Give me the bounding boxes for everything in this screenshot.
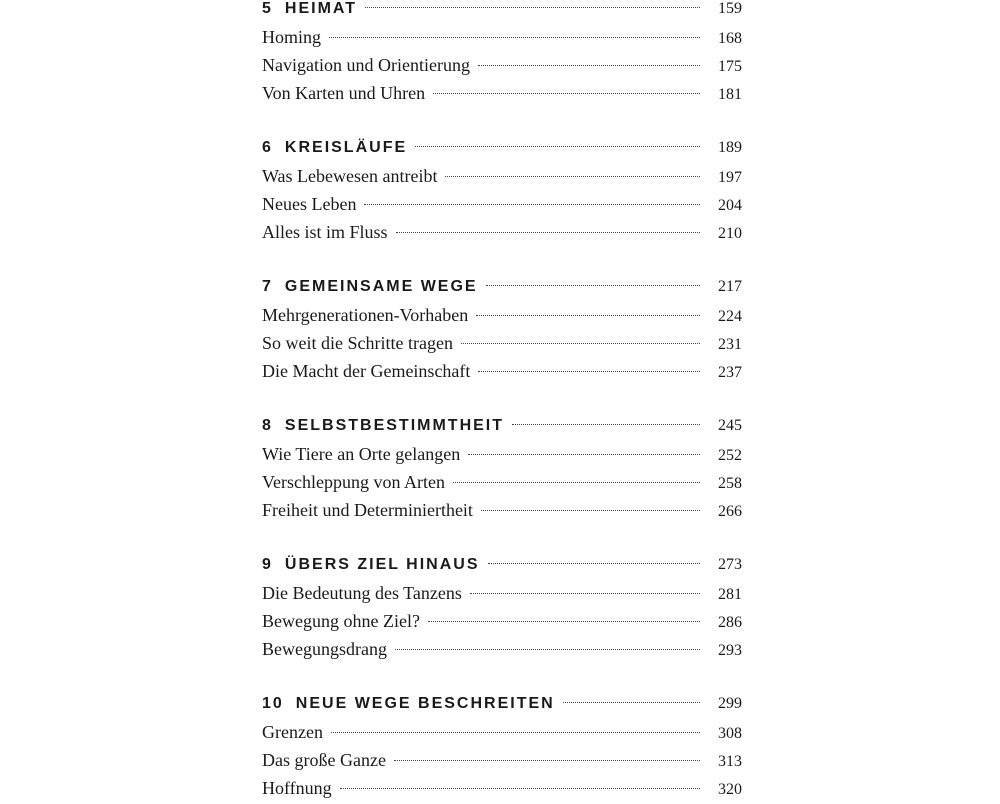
section-title: So weit die Schritte tragen	[262, 333, 453, 353]
page-number: 266	[718, 503, 742, 520]
dot-leader	[428, 621, 700, 622]
page-number: 273	[718, 556, 742, 573]
dot-leader	[468, 454, 700, 455]
page-number: 204	[718, 197, 742, 214]
section-title: Die Bedeutung des Tanzens	[262, 583, 462, 603]
chapter-title: GEMEINSAME WEGE	[284, 278, 478, 295]
dot-leader	[512, 424, 700, 425]
section-title: Wie Tiere an Orte gelangen	[262, 444, 461, 464]
section-title: Verschleppung von Arten	[262, 472, 445, 492]
section-entry	[262, 190, 742, 218]
dot-leader	[394, 760, 700, 761]
dot-leader	[395, 649, 700, 650]
dot-leader	[461, 343, 700, 344]
section-entry	[262, 579, 742, 607]
dot-leader	[364, 204, 700, 205]
table-of-contents	[262, 0, 742, 802]
section-entry	[262, 718, 742, 746]
section-title: Neues Leben	[262, 194, 357, 214]
chapter-title: ÜBERS ZIEL HINAUS	[284, 556, 480, 573]
page-number: 245	[718, 417, 742, 434]
dot-leader	[329, 37, 700, 38]
section-entry	[262, 440, 742, 468]
section-entry	[262, 329, 742, 357]
dot-leader	[563, 702, 700, 703]
page-number: 308	[718, 725, 742, 742]
section-entry	[262, 468, 742, 496]
page-number: 210	[718, 225, 742, 242]
chapter-heading	[262, 273, 742, 301]
chapter-title: SELBSTBESTIMMTHEIT	[284, 417, 505, 434]
section-title: Alles ist im Fluss	[262, 222, 388, 242]
section-entry	[262, 635, 742, 663]
dot-leader	[453, 482, 700, 483]
section-entry	[262, 79, 742, 107]
chapter-gap	[262, 385, 742, 412]
page-number: 197	[718, 169, 742, 186]
page-number: 320	[718, 781, 742, 798]
chapter-9	[262, 551, 742, 663]
page-number: 286	[718, 614, 742, 631]
page-number: 281	[718, 586, 742, 603]
page-number: 217	[718, 278, 742, 295]
section-entry	[262, 357, 742, 385]
chapter-title: HEIMAT	[284, 0, 358, 17]
chapter-6	[262, 134, 742, 246]
section-entry	[262, 23, 742, 51]
page-number: 252	[718, 447, 742, 464]
section-title: Das große Ganze	[262, 750, 386, 770]
section-title: Hoffnung	[262, 778, 332, 798]
dot-leader	[476, 315, 700, 316]
section-entry	[262, 496, 742, 524]
dot-leader	[445, 176, 700, 177]
chapter-title: KREISLÄUFE	[284, 139, 408, 156]
chapter-heading	[262, 0, 742, 23]
chapter-gap	[262, 107, 742, 134]
page-number: 231	[718, 336, 742, 353]
chapter-number: 10	[262, 695, 284, 712]
section-entry	[262, 774, 742, 802]
chapter-heading	[262, 551, 742, 579]
dot-leader	[481, 510, 700, 511]
section-entry	[262, 162, 742, 190]
section-entry	[262, 301, 742, 329]
chapter-number: 6	[262, 139, 273, 156]
chapter-gap	[262, 663, 742, 690]
section-title: Von Karten und Uhren	[262, 83, 426, 103]
section-entry	[262, 51, 742, 79]
page-number: 189	[718, 139, 742, 156]
chapter-5	[262, 0, 742, 107]
dot-leader	[415, 146, 700, 147]
section-title: Bewegung ohne Ziel?	[262, 611, 420, 631]
dot-leader	[478, 371, 700, 372]
page-number: 237	[718, 364, 742, 381]
section-title: Navigation und Orientierung	[262, 55, 470, 75]
section-title: Mehrgenerationen-Vorhaben	[262, 305, 469, 325]
chapter-10	[262, 690, 742, 802]
dot-leader	[478, 65, 700, 66]
page-number: 224	[718, 308, 742, 325]
dot-leader	[433, 93, 700, 94]
page-number: 168	[718, 30, 742, 47]
section-title: Grenzen	[262, 722, 323, 742]
page-number: 299	[718, 695, 742, 712]
page-number: 159	[718, 0, 742, 17]
chapter-number: 7	[262, 278, 273, 295]
section-entry	[262, 218, 742, 246]
section-title: Bewegungsdrang	[262, 639, 387, 659]
dot-leader	[331, 732, 700, 733]
section-entry	[262, 746, 742, 774]
section-title: Freiheit und Determiniertheit	[262, 500, 473, 520]
chapter-title: NEUE WEGE BESCHREITEN	[295, 695, 555, 712]
chapter-number: 5	[262, 0, 273, 17]
dot-leader	[488, 563, 700, 564]
dot-leader	[396, 232, 700, 233]
dot-leader	[486, 285, 700, 286]
section-title: Die Macht der Gemeinschaft	[262, 361, 471, 381]
dot-leader	[470, 593, 700, 594]
chapter-gap	[262, 246, 742, 273]
page-number: 175	[718, 58, 742, 75]
page-number: 293	[718, 642, 742, 659]
section-title: Homing	[262, 27, 322, 47]
chapter-number: 8	[262, 417, 273, 434]
chapter-heading	[262, 412, 742, 440]
page-number: 313	[718, 753, 742, 770]
section-title: Was Lebewesen antreibt	[262, 166, 438, 186]
page-number: 258	[718, 475, 742, 492]
dot-leader	[340, 788, 700, 789]
chapter-heading	[262, 690, 742, 718]
chapter-number: 9	[262, 556, 273, 573]
dot-leader	[365, 7, 700, 8]
section-entry	[262, 607, 742, 635]
chapter-8	[262, 412, 742, 524]
chapter-gap	[262, 524, 742, 551]
chapter-7	[262, 273, 742, 385]
page-number: 181	[718, 86, 742, 103]
chapter-heading	[262, 134, 742, 162]
